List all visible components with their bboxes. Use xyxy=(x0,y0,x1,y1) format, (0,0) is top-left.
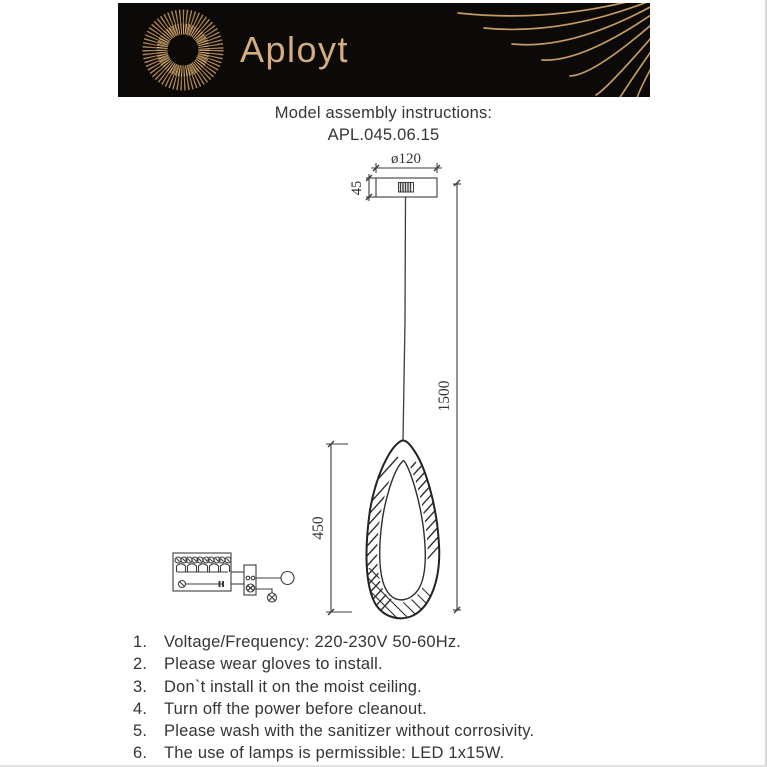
item-number: 6. xyxy=(133,744,148,763)
wire-loop-icon xyxy=(281,572,294,585)
item-text: Please wash with the sanitizer without corrosivity. xyxy=(164,722,535,741)
list-item xyxy=(133,631,663,653)
item-number: 4. xyxy=(133,699,148,718)
list-item xyxy=(133,698,663,720)
assembly-diagram xyxy=(140,143,490,635)
heading-block xyxy=(0,103,767,146)
rays-icon xyxy=(458,3,650,97)
banner-art xyxy=(118,3,650,97)
dimension-lamp-height xyxy=(326,441,352,615)
dimension-canopy-height xyxy=(366,174,376,201)
item-text: Voltage/Frequency: 220-230V 50-60Hz. xyxy=(164,633,462,651)
brand-name: Aployt xyxy=(240,29,350,70)
dim-diameter-label: ø120 xyxy=(391,151,421,167)
item-number: 1. xyxy=(133,633,148,651)
sunburst-icon xyxy=(156,23,210,77)
dim-drop-length-label: 1500 xyxy=(436,380,453,412)
dim-canopy-height-label: 45 xyxy=(349,180,365,196)
item-text: Turn off the power before cleanout. xyxy=(164,699,427,718)
brand-banner xyxy=(118,3,650,97)
item-text: Don`t install it on the moist ceiling. xyxy=(164,677,422,696)
suspension-cable xyxy=(403,197,406,441)
ceiling-canopy xyxy=(376,178,437,197)
item-number: 5. xyxy=(133,722,148,741)
list-item xyxy=(133,653,663,675)
model-number: APL.045.06.15 xyxy=(327,125,440,144)
page-title: Model assembly instructions: xyxy=(274,104,493,122)
item-number: 3. xyxy=(133,677,148,696)
list-item xyxy=(133,676,663,698)
item-text: The use of lamps is permissible: LED 1x15W. xyxy=(164,744,505,763)
list-item xyxy=(133,742,663,764)
instruction-list xyxy=(133,631,663,765)
dimension-drop-length xyxy=(453,180,461,613)
list-item xyxy=(133,720,663,742)
item-number: 2. xyxy=(133,655,148,674)
pendant-lamp xyxy=(212,440,490,635)
wiring-diagram xyxy=(173,553,294,602)
dim-lamp-height-label: 450 xyxy=(310,516,327,540)
item-text: Please wear gloves to install. xyxy=(164,655,383,674)
